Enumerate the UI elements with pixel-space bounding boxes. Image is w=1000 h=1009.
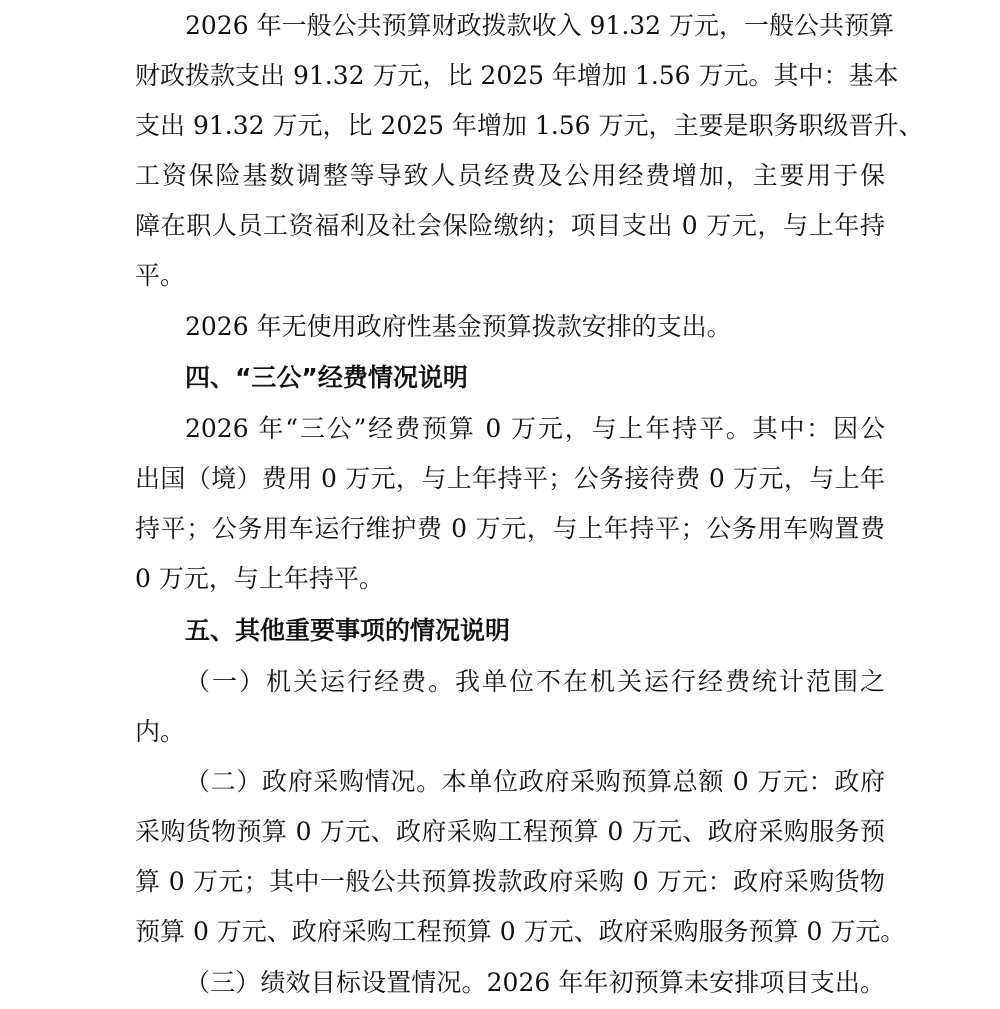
section-heading-five: 五、其他重要事项的情况说明 [185,616,511,645]
paragraph-line: 平。 [135,261,186,290]
paragraph-line: 持平；公务用车运行维护费 0 万元，与上年持平；公务用车购置费 [135,514,885,543]
paragraph-line: 采购货物预算 0 万元、政府采购工程预算 0 万元、政府采购服务预 [135,817,885,846]
paragraph-line: 2026 年一般公共预算财政拨款收入 91.32 万元，一般公共预算 [185,11,895,40]
paragraph-line: （一）机关运行经费。我单位不在机关运行经费统计范围之 [185,667,885,696]
paragraph-line: 内。 [135,717,186,746]
paragraph-line: （二）政府采购情况。本单位政府采购预算总额 0 万元：政府 [185,767,885,796]
paragraph-line: 出国（境）费用 0 万元，与上年持平；公务接待费 0 万元，与上年 [135,464,885,493]
paragraph-line: 2026 年无使用政府性基金预算拨款安排的支出。 [185,312,732,341]
paragraph-line: 财政拨款支出 91.32 万元，比 2025 年增加 1.56 万元。其中：基本 [135,61,899,90]
paragraph-line: 0 万元，与上年持平。 [135,564,384,593]
paragraph-line: （三）绩效目标设置情况。2026 年年初预算未安排项目支出。 [185,968,885,997]
paragraph-line: 工资保险基数调整等导致人员经费及公用经费增加，主要用于保 [135,161,885,190]
section-heading-four: 四、“三公”经费情况说明 [185,363,468,392]
paragraph-line: 算 0 万元；其中一般公共预算拨款政府采购 0 万元：政府采购货物 [135,867,885,896]
paragraph-line: 预算 0 万元、政府采购工程预算 0 万元、政府采购服务预算 0 万元。 [135,917,906,946]
paragraph-line: 2026 年“三公”经费预算 0 万元，与上年持平。其中：因公 [185,414,885,443]
paragraph-line: 支出 91.32 万元，比 2025 年增加 1.56 万元，主要是职务职级晋升、 [135,111,924,140]
paragraph-line: 障在职人员工资福利及社会保险缴纳；项目支出 0 万元，与上年持 [135,211,885,240]
